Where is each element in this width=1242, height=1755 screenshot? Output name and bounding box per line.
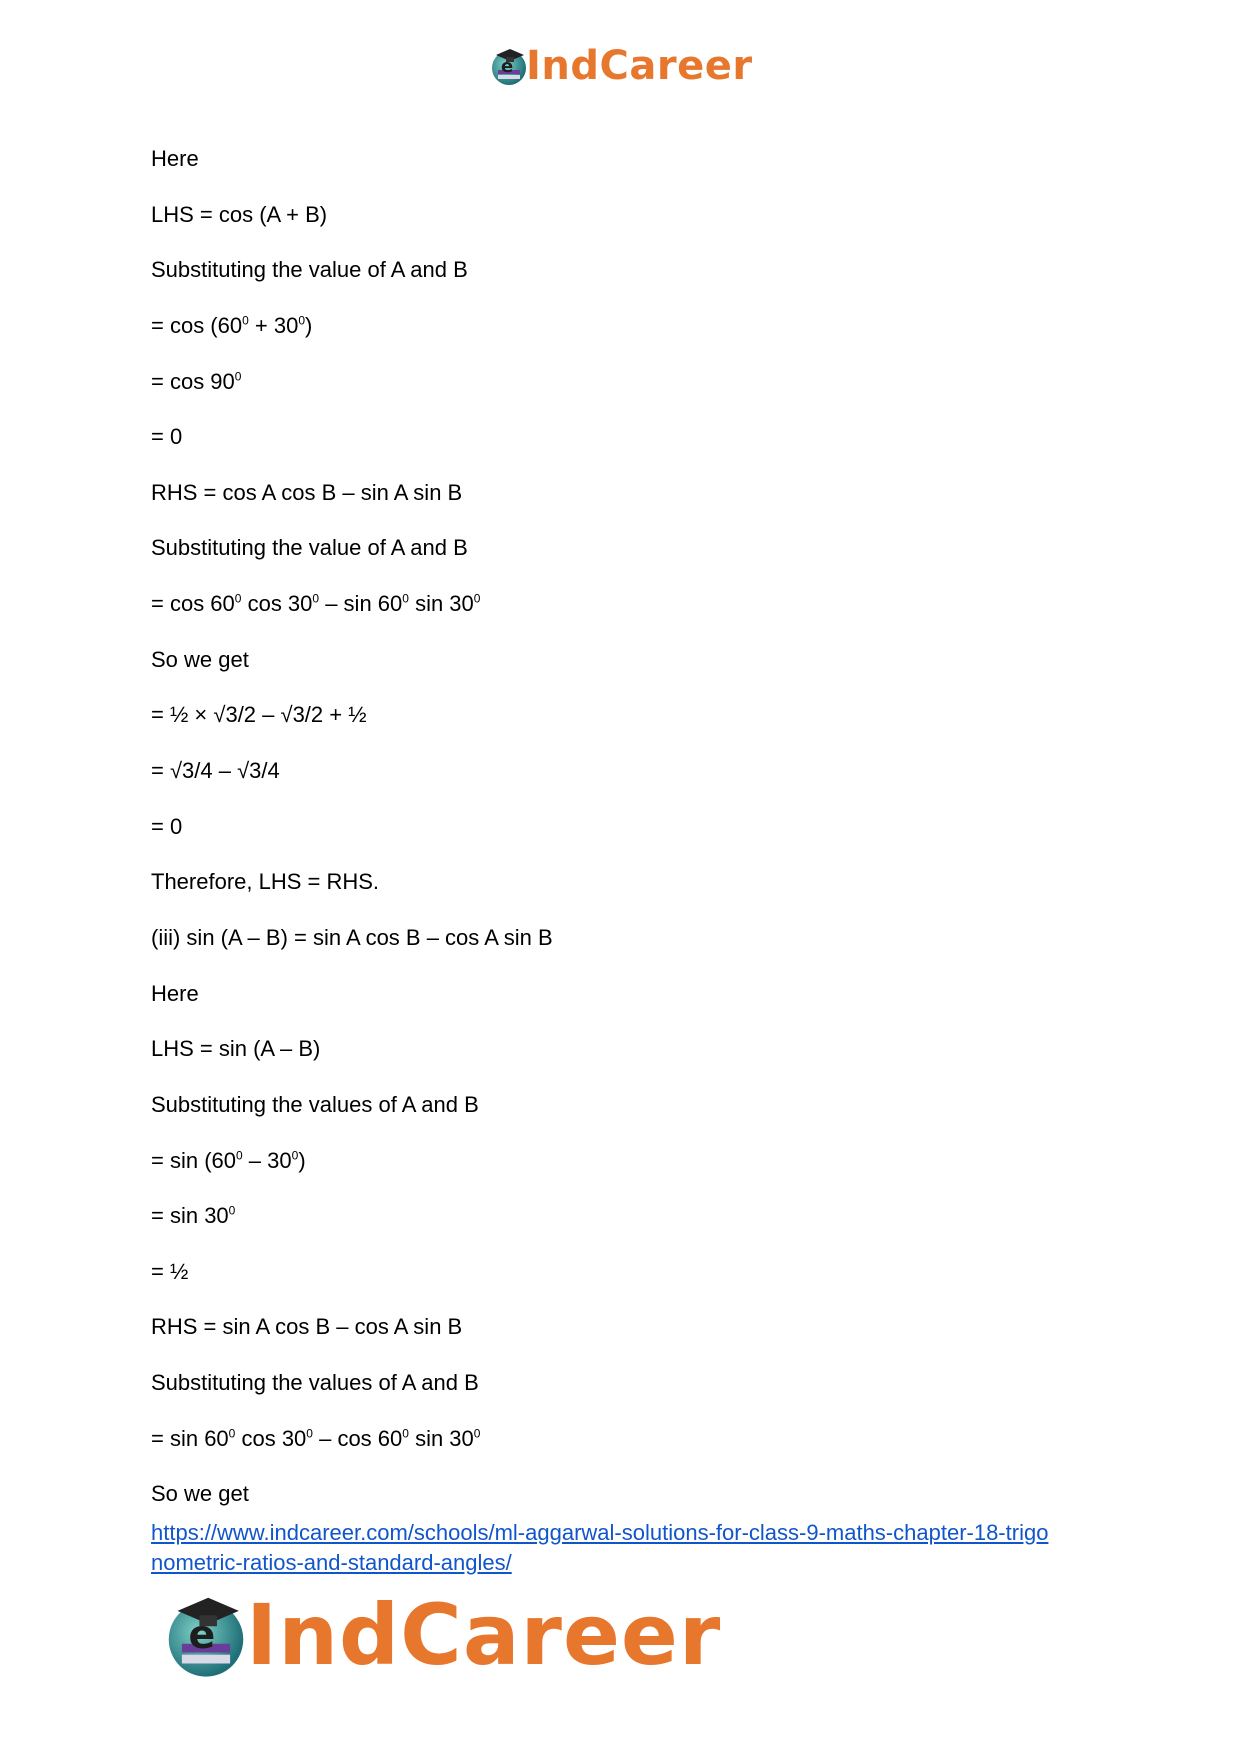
text-run: – 30 (242, 1147, 292, 1173)
text-line (151, 1426, 1111, 1452)
text-run: Substituting the values of A and B (151, 1370, 479, 1396)
text-line (151, 591, 1111, 617)
svg-text:e: e (501, 56, 514, 77)
degree-superscript: 0 (234, 369, 242, 384)
text-line (151, 202, 1111, 228)
text-run: = ½ × √3/2 – √3/2 + ½ (151, 702, 367, 728)
header-logo (488, 42, 753, 90)
text-line (151, 1036, 1111, 1062)
graduation-cap-globe-icon (160, 1589, 252, 1681)
text-line (151, 702, 1111, 728)
text-run: = ½ (151, 1258, 189, 1284)
degree-superscript: 0 (473, 591, 481, 606)
text-run: = 0 (151, 813, 183, 839)
text-line (151, 535, 1111, 561)
text-line (151, 1203, 1111, 1229)
degree-superscript: 0 (473, 1426, 481, 1441)
text-line (151, 369, 1111, 395)
text-run: – sin 60 (319, 591, 403, 617)
degree-superscript: 0 (306, 1426, 313, 1441)
footer-brand-name: IndCareer (246, 1586, 722, 1684)
text-line (151, 1481, 1111, 1507)
brand-name: IndCareer (526, 43, 753, 89)
text-run: cos 30 (241, 591, 313, 617)
text-run: ) (305, 312, 313, 338)
text-run: Therefore, LHS = RHS. (151, 869, 380, 895)
text-run: So we get (151, 1481, 249, 1507)
text-run: = cos (60 (151, 312, 243, 338)
text-run: + 30 (248, 312, 299, 338)
text-line (151, 814, 1111, 840)
text-run: Here (151, 146, 199, 171)
degree-superscript: 0 (312, 591, 320, 606)
text-line (151, 981, 1111, 1007)
degree-superscript: 0 (228, 1426, 236, 1441)
text-run: LHS = sin (A – B) (151, 1036, 321, 1062)
text-run: = sin (60 (151, 1147, 236, 1173)
degree-superscript: 0 (291, 1148, 299, 1163)
text-line (151, 257, 1111, 283)
text-run: – cos 60 (312, 1425, 403, 1451)
text-line (151, 1370, 1111, 1396)
degree-superscript: 0 (242, 313, 249, 328)
text-run: sin 30 (408, 591, 474, 617)
text-line (151, 1314, 1111, 1340)
text-line (151, 313, 1111, 339)
svg-text:e: e (188, 1612, 216, 1659)
text-line (151, 1148, 1111, 1174)
source-link-line-2: nometric-ratios-and-standard-angles/ (151, 1550, 512, 1575)
degree-superscript: 0 (298, 313, 306, 328)
text-run: cos 30 (235, 1425, 307, 1451)
text-run: Substituting the values of A and B (151, 1091, 479, 1117)
text-line (151, 480, 1111, 506)
text-run: ) (298, 1147, 306, 1173)
degree-superscript: 0 (402, 591, 409, 606)
text-line (151, 925, 1111, 951)
text-line (151, 647, 1111, 673)
text-run: = 0 (151, 424, 183, 450)
source-link[interactable] (151, 1520, 1048, 1575)
degree-superscript: 0 (402, 1426, 409, 1441)
text-line (151, 424, 1111, 450)
text-run: sin 30 (408, 1425, 474, 1451)
text-run: Substituting the value of A and B (151, 257, 468, 283)
text-run: So we get (151, 646, 249, 672)
text-line (151, 1259, 1111, 1285)
source-link-block (151, 1518, 1111, 1578)
text-line (151, 146, 1111, 172)
degree-superscript: 0 (234, 591, 242, 606)
text-run: Substituting the value of A and B (151, 535, 468, 561)
text-run: RHS = sin A cos B – cos A sin B (151, 1314, 463, 1340)
text-run: Here (151, 980, 199, 1006)
text-line (151, 869, 1111, 895)
text-run: = √3/4 – √3/4 (151, 758, 280, 784)
graduation-cap-globe-icon (488, 45, 530, 87)
text-run: (iii) sin (A – B) = sin A cos B – cos A sin B (151, 924, 553, 950)
text-line (151, 1092, 1111, 1118)
text-run: = sin 30 (151, 1203, 229, 1229)
text-line (151, 758, 1111, 784)
solution-text (151, 146, 1111, 1537)
footer-logo (160, 1585, 721, 1685)
text-run: LHS = cos (A + B) (151, 201, 328, 227)
text-run: = cos 90 (151, 368, 235, 394)
text-run: = cos 60 (151, 591, 235, 617)
degree-superscript: 0 (236, 1148, 243, 1163)
source-link-line-1: https://www.indcareer.com/schools/ml-aggarwal-solutions-for-class-9-maths-chapter-18-trigo (151, 1520, 1049, 1545)
degree-superscript: 0 (228, 1203, 236, 1218)
text-run: = sin 60 (151, 1425, 229, 1451)
text-run: RHS = cos A cos B – sin A sin B (151, 479, 463, 505)
